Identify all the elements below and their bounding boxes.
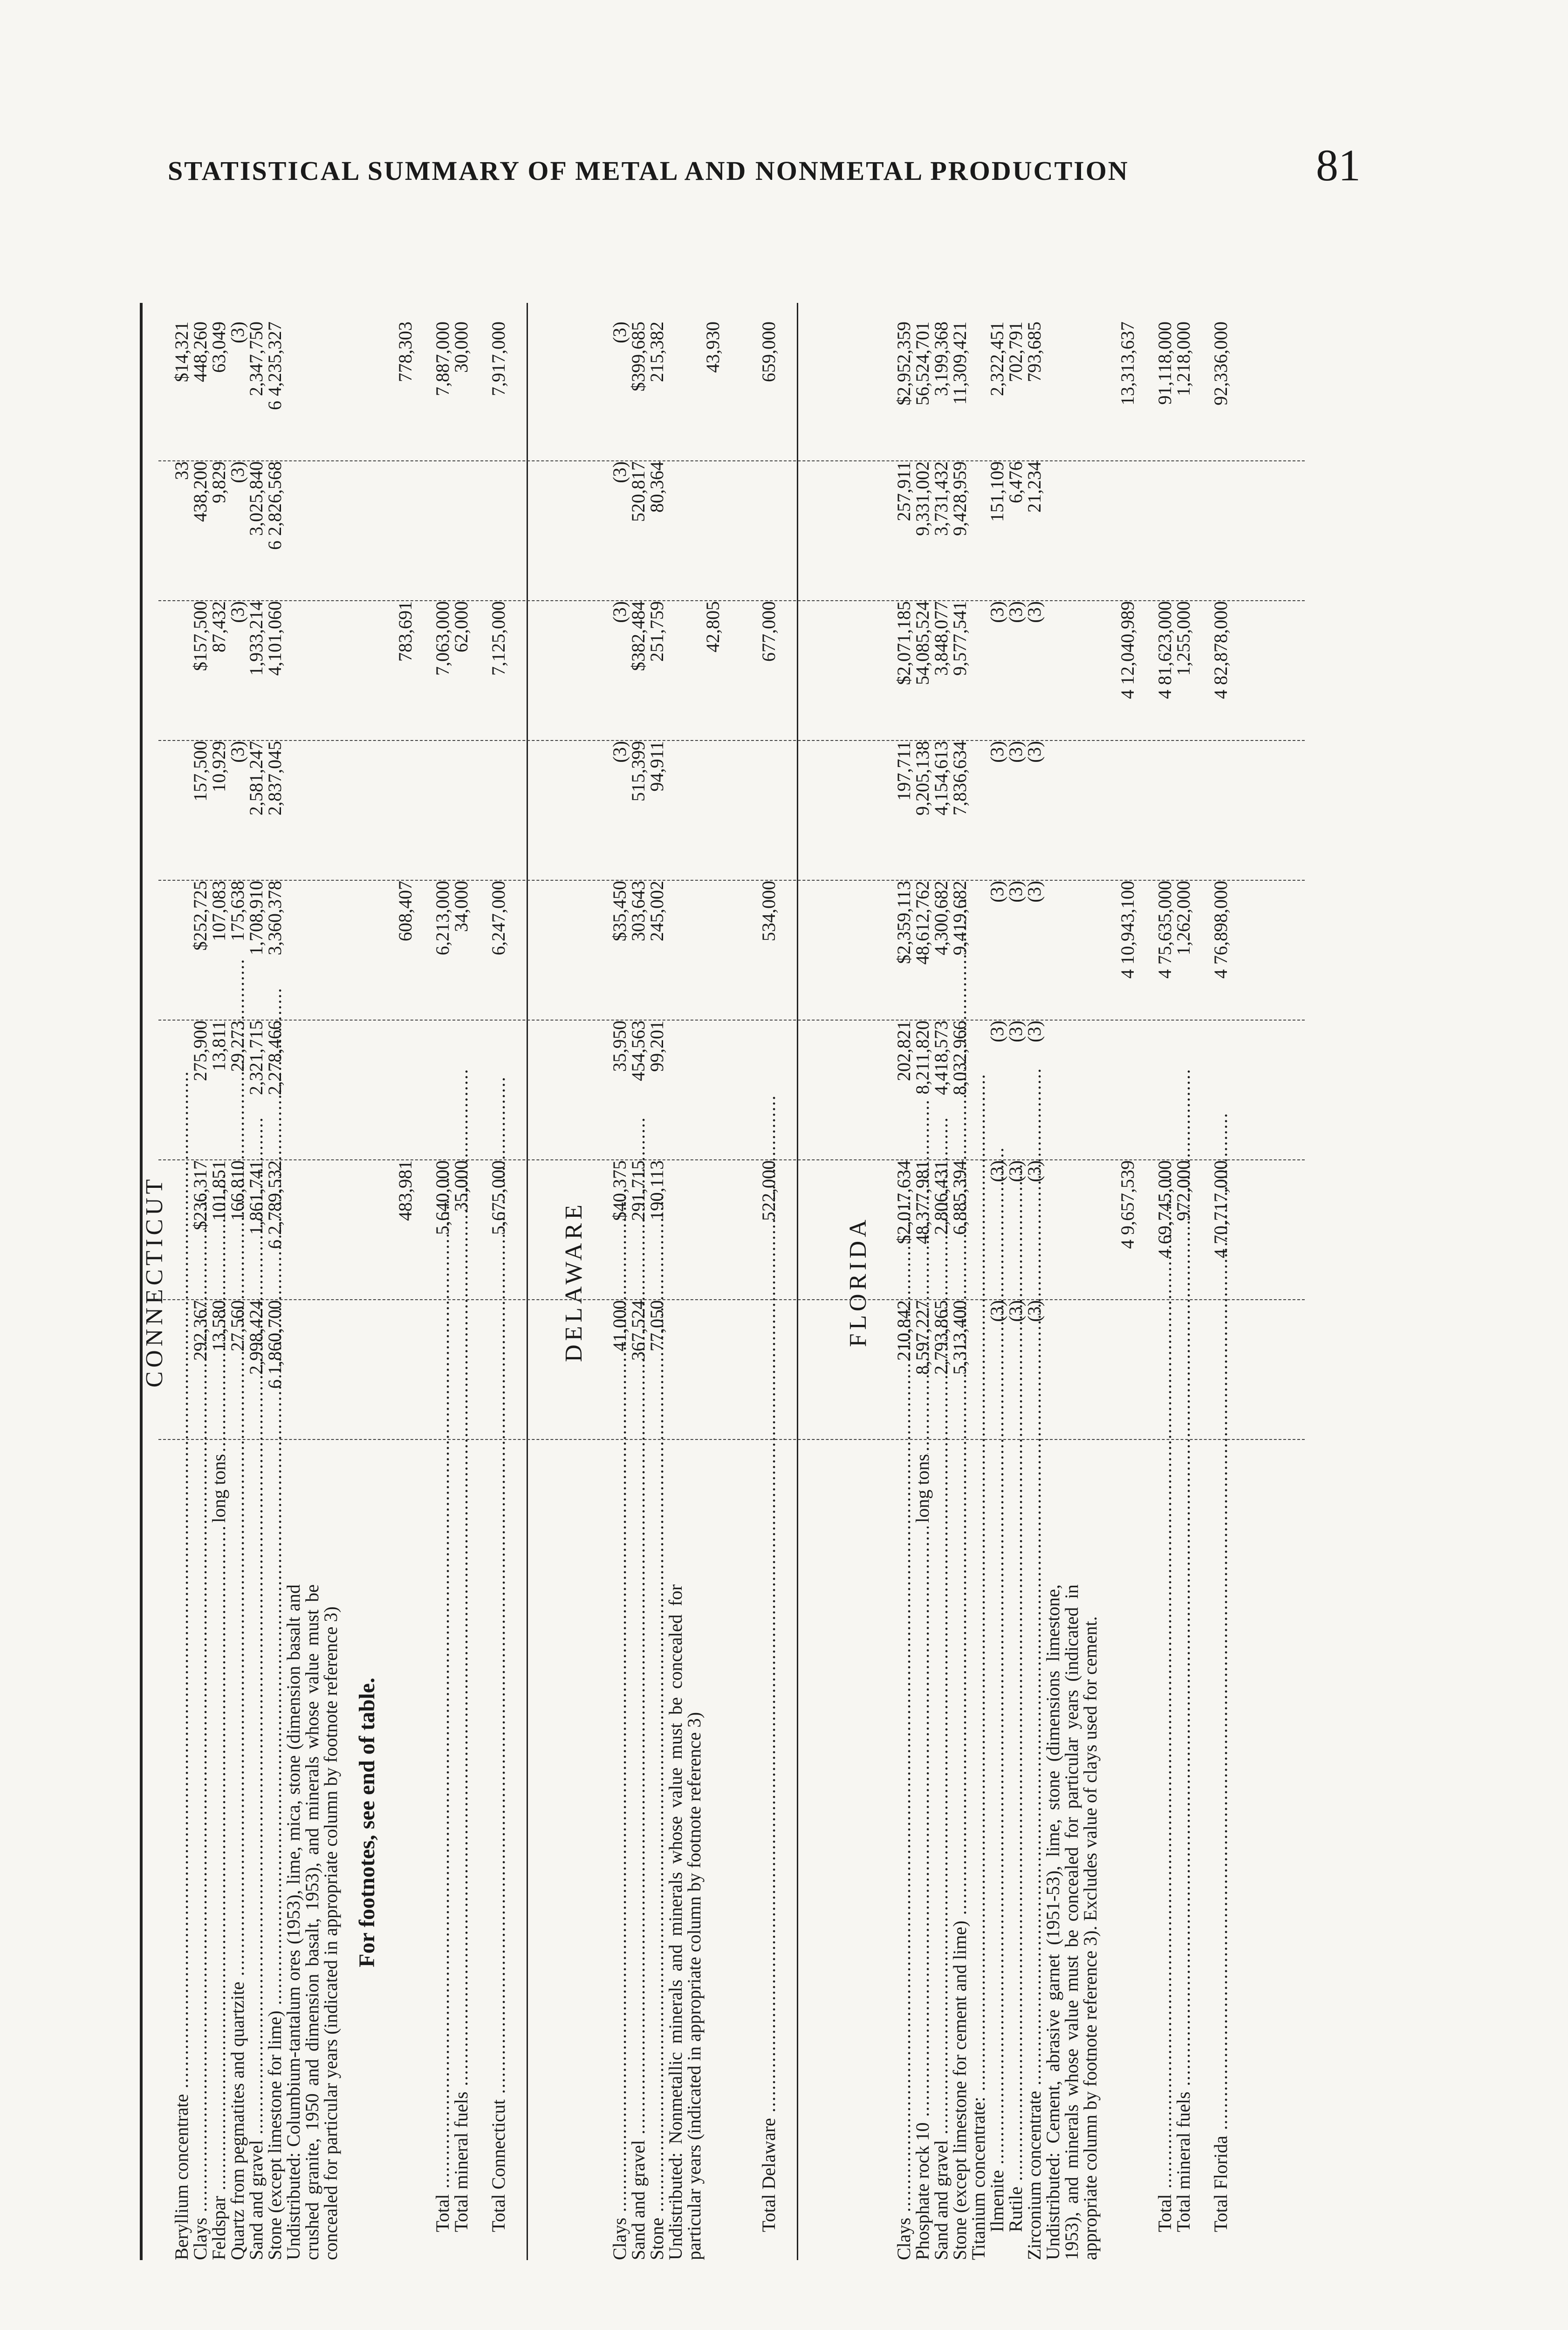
delaware-row-value-7: $399,685 xyxy=(628,322,649,391)
connecticut-undistributed-values-value-3: 608,407 xyxy=(395,881,416,941)
connecticut-row xyxy=(247,303,266,2260)
delaware-grand-total-row-value-7: 659,000 xyxy=(758,322,779,382)
connecticut-row-value-7: (3) xyxy=(227,322,248,343)
florida-total-row-label xyxy=(1156,1445,1174,2260)
florida-row-value-4: 9,205,138 xyxy=(912,741,933,816)
florida-row-value-2: (3) xyxy=(1005,1021,1026,1042)
connecticut-grand-total-row xyxy=(489,303,508,2260)
florida-row-value-7: 2,322,451 xyxy=(986,322,1007,396)
delaware-row-value-3: 245,002 xyxy=(646,881,667,941)
connecticut-row-value-3: 175,638 xyxy=(227,881,248,941)
delaware-grand-total-row-value-5: 677,000 xyxy=(758,601,779,662)
connecticut-total-row xyxy=(433,303,452,2260)
florida-row xyxy=(895,303,913,2260)
florida-row-value-7: 11,309,421 xyxy=(949,322,970,405)
delaware-grand-total-row xyxy=(760,303,778,2260)
florida-row-value-3: (3) xyxy=(1005,881,1026,903)
delaware-row xyxy=(648,303,666,2260)
connecticut-fuels-row-label xyxy=(452,1445,471,2260)
delaware-row-value-0: 367,524 xyxy=(628,1300,649,1361)
florida-row-label xyxy=(1025,1445,1044,2260)
florida-grand-total-row-value-3: 4 76,898,000 xyxy=(1210,881,1231,979)
florida-row-label xyxy=(895,1445,913,2260)
florida-row-value-7: 3,199,368 xyxy=(931,322,952,396)
florida-row-value-1: 6,885,394 xyxy=(949,1160,970,1235)
florida-row xyxy=(951,303,969,2260)
florida-row-label-text: Rutile ..... xyxy=(1007,1417,1025,2260)
florida-row-value-6: 151,109 xyxy=(986,461,1007,522)
page-number: 81 xyxy=(1316,140,1361,190)
delaware-row-value-2: 99,201 xyxy=(646,1021,667,1072)
florida-row-value-6: 9,331,002 xyxy=(912,461,933,536)
connecticut-row-label-text: Stone (except limestone for lime) ..... xyxy=(266,1445,284,2260)
florida-row-value-3: $2,359,113 xyxy=(893,881,914,964)
florida-row-label xyxy=(932,1445,951,2260)
connecticut-row-value-1: $236,317 xyxy=(190,1160,211,1230)
connecticut-undistributed-values-value-7: 778,303 xyxy=(395,322,416,382)
delaware-row-value-4: 515,399 xyxy=(628,741,649,802)
florida-grand-total-row-label-text: Total Florida ..... xyxy=(1212,1417,1230,2260)
florida-row xyxy=(969,303,988,2260)
florida-row-value-2: (3) xyxy=(986,1021,1007,1042)
connecticut-row-value-3: 3,360,378 xyxy=(264,881,285,955)
connecticut-row-value-4: 10,929 xyxy=(208,741,229,792)
florida-row-value-2: 202,821 xyxy=(893,1021,914,1081)
delaware-undistributed-note: Undistributed: Nonmetallic minerals and minerals whose value must be concealed for particular years (indicated in appropriate column by footnote reference 3) xyxy=(665,1584,705,2260)
florida-undistributed-note: Undistributed: Cement, abrasive garnet (1951-53), lime, stone (dimensions limestone, 1953), and minerals whose value must be concealed for particular years (indicated in appropriate column by footnote reference 3). Excludes value of clays used for cement. xyxy=(1042,1584,1101,2260)
delaware-row-value-0: 77,050 xyxy=(646,1300,667,1351)
connecticut-row-value-7: $14,321 xyxy=(171,322,192,382)
connecticut-row-value-6: 6 2,826,568 xyxy=(264,461,285,550)
florida-row-label-text: Titanium concentrate: ..... xyxy=(969,1445,988,2260)
connecticut-row-label xyxy=(228,1445,247,2260)
florida-row-value-0: 8,597,227 xyxy=(912,1300,933,1375)
delaware-undistributed-values xyxy=(704,303,722,2260)
connecticut-row-value-0: 27,560 xyxy=(227,1300,248,1351)
connecticut-row-value-1: 166,810 xyxy=(227,1160,248,1221)
delaware-row-label-text: Sand and gravel ..... xyxy=(629,1445,648,2260)
connecticut-row-value-7: 2,347,750 xyxy=(246,322,267,396)
florida-total-row xyxy=(1156,303,1174,2260)
florida-row-value-6: 6,476 xyxy=(1005,461,1026,503)
connecticut-total-row-value-1: 5,640,000 xyxy=(432,1160,453,1235)
florida-total-row-value-5: 4 81,623,000 xyxy=(1154,601,1175,699)
connecticut-row-value-1: 6 2,789,532 xyxy=(264,1160,285,1249)
connecticut-grand-total-row-value-1: 5,675,000 xyxy=(488,1160,509,1235)
florida-total-row-label-text: Total ..... xyxy=(1156,1417,1174,2260)
connecticut-row-value-2: 13,811 xyxy=(208,1021,229,1071)
connecticut-fuels-row-value-1: 35,000 xyxy=(451,1160,472,1212)
connecticut-row-value-6: 33 xyxy=(171,461,192,480)
connecticut-row-label-text: Clays ..... xyxy=(191,1445,210,2260)
florida-row-value-3: 4,300,682 xyxy=(931,881,952,955)
delaware-row-value-1: 190,113 xyxy=(646,1160,667,1220)
running-head xyxy=(168,140,1361,190)
connecticut-row-value-6: 438,200 xyxy=(190,461,211,522)
florida-row-label-text: Stone (except limestone for cement and lime) ..... xyxy=(951,1445,969,2260)
connecticut-grand-total-row-label xyxy=(489,1445,508,2260)
delaware-row-label xyxy=(648,1445,666,2260)
connecticut-row-label-text: Feldspar ..... xyxy=(210,1445,228,2260)
florida-row-value-1: $2,017,634 xyxy=(893,1160,914,1244)
florida-total-row-value-3: 4 75,635,000 xyxy=(1154,881,1175,979)
connecticut-fuels-row-label-text: Total mineral fuels ..... xyxy=(452,1417,471,2260)
connecticut-row xyxy=(266,303,284,2260)
delaware-grand-total-row-label xyxy=(760,1445,778,2260)
florida-row-value-0: 210,842 xyxy=(893,1300,914,1361)
florida-row-value-6: 3,731,432 xyxy=(931,461,952,536)
florida-row-value-0: (3) xyxy=(1005,1300,1026,1322)
florida-undistributed-values xyxy=(1118,303,1137,2260)
connecticut-fuels-row-value-7: 30,000 xyxy=(451,322,472,373)
delaware-row-value-7: 215,382 xyxy=(646,322,667,382)
connecticut-row-label xyxy=(266,1445,284,2260)
connecticut-row-value-7: 448,260 xyxy=(190,322,211,382)
florida-row-value-1: 48,377,981 xyxy=(912,1160,933,1244)
section-title-delaware: DELAWARE xyxy=(561,1201,587,1362)
column-divider xyxy=(158,1159,1305,1160)
florida-row-value-2: 8,032,966 xyxy=(949,1021,970,1095)
delaware-row-value-3: $35,450 xyxy=(609,881,630,941)
florida-row-value-7: 56,524,701 xyxy=(912,322,933,405)
column-divider xyxy=(158,600,1305,601)
footnote-reference xyxy=(354,1678,410,2330)
column-divider xyxy=(158,740,1305,741)
florida-grand-total-row-value-5: 4 82,878,000 xyxy=(1210,601,1231,699)
delaware-row-label xyxy=(629,1445,648,2260)
florida-row xyxy=(932,303,951,2260)
florida-fuels-row-value-5: 1,255,000 xyxy=(1173,601,1194,676)
delaware-row-value-0: 41,000 xyxy=(609,1300,630,1351)
column-divider xyxy=(158,1299,1305,1300)
florida-fuels-row-label xyxy=(1174,1445,1193,2260)
florida-row-value-2: 8,211,820 xyxy=(912,1021,933,1095)
connecticut-total-row-value-3: 6,213,000 xyxy=(432,881,453,955)
florida-row-label-text: Ilmenite ..... xyxy=(988,1417,1007,2260)
florida-row-value-4: (3) xyxy=(986,741,1007,763)
florida-row-label xyxy=(951,1445,969,2260)
connecticut-total-row-label-text: Total ..... xyxy=(433,1417,452,2260)
florida-row-value-5: 3,848,077 xyxy=(931,601,952,676)
florida-row xyxy=(1025,303,1044,2260)
connecticut-fuels-row-value-5: 62,000 xyxy=(451,601,472,652)
connecticut-row-label-text: Quartz from pegmatites and quartzite ..... xyxy=(228,1445,247,2260)
connecticut-row-value-5: 87,432 xyxy=(208,601,229,652)
florida-row xyxy=(913,303,932,2260)
connecticut-row xyxy=(172,303,191,2260)
delaware-row-value-5: (3) xyxy=(609,601,630,623)
connecticut-row-value-5: 4,101,060 xyxy=(264,601,285,676)
connecticut-row-value-2: 29,273 xyxy=(227,1021,248,1072)
florida-row-value-2: 4,418,573 xyxy=(931,1021,952,1095)
connecticut-row-label xyxy=(247,1445,266,2260)
florida-row-value-1: (3) xyxy=(1024,1160,1045,1182)
florida-row-label-text: Sand and gravel ..... xyxy=(932,1445,951,2260)
connecticut-undistributed-values-value-5: 783,691 xyxy=(395,601,416,662)
connecticut-row-label xyxy=(191,1445,210,2260)
florida-row-label xyxy=(913,1445,932,2260)
delaware-row xyxy=(629,303,648,2260)
connecticut-row-value-4: 2,581,247 xyxy=(246,741,267,816)
florida-fuels-row-label-text: Total mineral fuels ..... xyxy=(1174,1417,1193,2260)
florida-undistributed-values-value-1: 4 9,657,539 xyxy=(1117,1160,1138,1249)
florida-row-value-1: (3) xyxy=(1005,1160,1026,1182)
florida-row-value-5: (3) xyxy=(1024,601,1045,623)
delaware-row-value-1: $40,375 xyxy=(609,1160,630,1221)
florida-row-value-7: $2,952,359 xyxy=(893,322,914,405)
connecticut-row-value-5: $157,500 xyxy=(190,601,211,671)
connecticut-row-value-5: (3) xyxy=(227,601,248,623)
column-divider xyxy=(158,880,1305,881)
connecticut-row-value-0: 6 1,860,700 xyxy=(264,1300,285,1389)
connecticut-row-value-4: (3) xyxy=(227,741,248,763)
florida-row-value-0: 2,793,865 xyxy=(931,1300,952,1375)
connecticut-row-value-4: 2,837,045 xyxy=(264,741,285,816)
connecticut-row-label-text: Beryllium concentrate ..... xyxy=(172,1445,191,2260)
footnote-text: For footnotes, see end of table. xyxy=(355,1678,379,1967)
column-divider xyxy=(158,1020,1305,1021)
page-header-title: STATISTICAL SUMMARY OF METAL AND NONMETAL PRODUCTION xyxy=(168,156,1129,186)
florida-row-label-text: Clays ..... xyxy=(895,1445,913,2260)
connecticut-row-value-4: 157,500 xyxy=(190,741,211,802)
delaware-grand-total-row-label-text: Total Delaware ..... xyxy=(760,1417,778,2260)
florida-row xyxy=(1007,303,1025,2260)
florida-fuels-row xyxy=(1174,303,1193,2260)
connecticut-undistributed-values-value-1: 483,981 xyxy=(395,1160,416,1221)
connecticut-row-value-0: 292,367 xyxy=(190,1300,211,1361)
connecticut-row xyxy=(210,303,228,2260)
column-divider xyxy=(158,1439,1305,1440)
florida-row-value-5: 54,085,524 xyxy=(912,601,933,685)
connecticut-fuels-row-value-3: 34,000 xyxy=(451,881,472,932)
delaware-row-label-text: Stone ..... xyxy=(648,1445,666,2260)
connecticut-row-value-7: 6 4,235,327 xyxy=(264,322,285,410)
florida-row-value-0: (3) xyxy=(1024,1300,1045,1322)
delaware-row-value-4: (3) xyxy=(609,741,630,763)
florida-row-value-1: 2,806,431 xyxy=(931,1160,952,1235)
connecticut-row-label-text: Sand and gravel ..... xyxy=(247,1445,266,2260)
connecticut-row-value-2: 2,278,466 xyxy=(264,1021,285,1095)
connecticut-row-value-0: 13,580 xyxy=(208,1300,229,1351)
connecticut-total-row-value-7: 7,887,000 xyxy=(432,322,453,396)
delaware-row-value-3: 303,643 xyxy=(628,881,649,941)
connecticut-row-value-2: 2,321,715 xyxy=(246,1021,267,1095)
delaware-undistributed-values-value-5: 42,805 xyxy=(702,601,723,652)
florida-row-value-4: (3) xyxy=(1005,741,1026,763)
connecticut-row-value-3: 1,708,910 xyxy=(246,881,267,955)
connecticut-row-value-0: 2,998,424 xyxy=(246,1300,267,1375)
connecticut-row-unit: long tons xyxy=(210,1454,228,1527)
delaware-row-value-6: 80,364 xyxy=(646,461,667,513)
florida-row-label xyxy=(988,1445,1007,2260)
connecticut-row xyxy=(228,303,247,2260)
florida-row-value-0: (3) xyxy=(986,1300,1007,1322)
delaware-row xyxy=(610,303,629,2260)
delaware-grand-total-row-value-3: 534,000 xyxy=(758,881,779,941)
delaware-row-value-6: 520,817 xyxy=(628,461,649,522)
florida-grand-total-row-value-1: 4 70,717,000 xyxy=(1210,1160,1231,1258)
connecticut-total-row-value-5: 7,063,000 xyxy=(432,601,453,676)
florida-row-value-5: (3) xyxy=(986,601,1007,623)
connecticut-row-value-5: 1,933,214 xyxy=(246,601,267,676)
florida-fuels-row-value-1: 972,000 xyxy=(1173,1160,1194,1221)
florida-row-unit: long tons xyxy=(913,1454,932,1527)
connecticut-row-value-6: 3,025,840 xyxy=(246,461,267,536)
florida-undistributed-values-value-7: 13,313,637 xyxy=(1117,322,1138,405)
connecticut-undistributed-note: Undistributed: Columbium-tantalum ores (1953), lime, mica, stone (dimension basalt and crushed granite, 1950 and dimension basalt, 1953), and minerals whose value must be concealed for particular years (indicated in appropriate column by footnote reference 3) xyxy=(283,1584,341,2260)
florida-total-row-value-7: 91,118,000 xyxy=(1154,322,1175,405)
connecticut-row-value-6: (3) xyxy=(227,461,248,483)
connecticut-row-value-3: $252,725 xyxy=(190,881,211,951)
delaware-row-value-1: 291,715 xyxy=(628,1160,649,1221)
delaware-row-value-6: (3) xyxy=(609,461,630,483)
florida-undistributed-values-value-5: 4 12,040,989 xyxy=(1117,601,1138,699)
florida-total-row-value-1: 4 69,745,000 xyxy=(1154,1160,1175,1258)
connecticut-row-value-6: 9,829 xyxy=(208,461,229,503)
connecticut-grand-total-row-label-text: Total Connecticut ..... xyxy=(489,1417,508,2260)
column-divider xyxy=(158,460,1305,461)
connecticut-grand-total-row-value-3: 6,247,000 xyxy=(488,881,509,955)
delaware-grand-total-row-value-1: 522,000 xyxy=(758,1160,779,1221)
section-title-connecticut: CONNECTICUT xyxy=(141,1175,168,1388)
delaware-undistributed-values-value-7: 43,930 xyxy=(702,322,723,373)
connecticut-row-value-1: 1,861,741 xyxy=(246,1160,267,1235)
florida-row-label-text: Zirconium concentrate ..... xyxy=(1025,1445,1044,2260)
connecticut-grand-total-row-value-5: 7,125,000 xyxy=(488,601,509,676)
delaware-row-label xyxy=(610,1445,629,2260)
florida-row-value-6: 257,911 xyxy=(893,461,914,521)
florida-row-value-7: 702,791 xyxy=(1005,322,1026,382)
delaware-row-value-2: 35,950 xyxy=(609,1021,630,1072)
rotated-statistics-table xyxy=(140,303,1323,2260)
connecticut-row-value-7: 63,049 xyxy=(208,322,229,373)
florida-row-value-4: 7,836,634 xyxy=(949,741,970,816)
florida-row-value-4: (3) xyxy=(1024,741,1045,763)
florida-row-value-3: 48,612,762 xyxy=(912,881,933,965)
florida-row-value-0: 5,313,400 xyxy=(949,1300,970,1375)
delaware-bottom-rule xyxy=(797,303,798,2260)
connecticut-row-label xyxy=(210,1445,228,2260)
florida-row-label-text: Phosphate rock 10 ..... xyxy=(913,1445,932,2260)
florida-row-value-2: (3) xyxy=(1024,1021,1045,1042)
connecticut-row-value-2: 275,900 xyxy=(190,1021,211,1081)
connecticut-row-label xyxy=(172,1445,191,2260)
connecticut-total-row-label xyxy=(433,1445,452,2260)
florida-row xyxy=(988,303,1007,2260)
florida-fuels-row-value-7: 1,218,000 xyxy=(1173,322,1194,396)
florida-row-value-5: 9,577,541 xyxy=(949,601,970,676)
section-title-florida: FLORIDA xyxy=(845,1216,871,1347)
florida-grand-total-row-label xyxy=(1212,1445,1230,2260)
florida-row-value-1: (3) xyxy=(986,1160,1007,1182)
connecticut-row-value-3: 107,083 xyxy=(208,881,229,941)
florida-fuels-row-value-3: 1,262,000 xyxy=(1173,881,1194,955)
connecticut-row-value-1: 101,851 xyxy=(208,1160,229,1221)
connecticut-grand-total-row-value-7: 7,917,000 xyxy=(488,322,509,396)
florida-row-label xyxy=(969,1445,988,2260)
connecticut-row xyxy=(191,303,210,2260)
florida-row-value-6: 21,234 xyxy=(1024,461,1045,513)
florida-row-value-3: (3) xyxy=(986,881,1007,903)
delaware-row-label-text: Clays ..... xyxy=(610,1445,629,2260)
delaware-row-value-4: 94,911 xyxy=(646,741,667,792)
florida-row-value-6: 9,428,959 xyxy=(949,461,970,536)
florida-row-value-4: 4,154,613 xyxy=(931,741,952,816)
delaware-row-value-5: 251,759 xyxy=(646,601,667,662)
delaware-row-value-7: (3) xyxy=(609,322,630,343)
florida-row-label xyxy=(1007,1445,1025,2260)
florida-row-value-3: (3) xyxy=(1024,881,1045,903)
florida-undistributed-values-value-3: 4 10,943,100 xyxy=(1117,881,1138,979)
delaware-row-value-2: 454,563 xyxy=(628,1021,649,1081)
florida-row-value-7: 793,685 xyxy=(1024,322,1045,382)
florida-grand-total-row-value-7: 92,336,000 xyxy=(1210,322,1231,405)
florida-grand-total-row xyxy=(1212,303,1230,2260)
connecticut-bottom-rule xyxy=(527,303,528,2260)
florida-row-value-5: (3) xyxy=(1005,601,1026,623)
florida-row-value-4: 197,711 xyxy=(893,741,914,801)
florida-row-value-3: 9,419,682 xyxy=(949,881,970,955)
delaware-row-value-5: $382,484 xyxy=(628,601,649,671)
florida-row-value-5: $2,071,185 xyxy=(893,601,914,685)
connecticut-fuels-row xyxy=(452,303,471,2260)
